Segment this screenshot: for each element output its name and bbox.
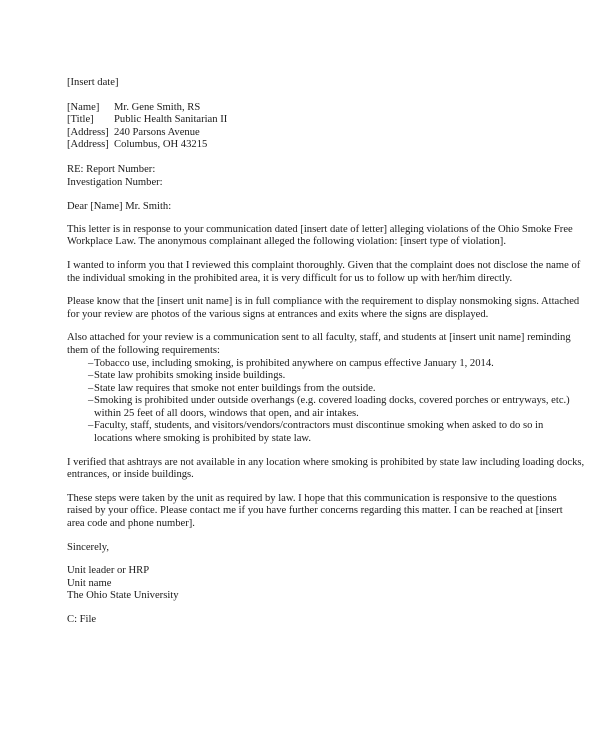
recipient-row-name xyxy=(67,102,560,115)
recipient-value: Mr. Gene Smith, RS xyxy=(114,101,201,113)
recipient-block xyxy=(67,102,560,152)
signature-unit: Unit name xyxy=(67,577,112,589)
report-number-line: RE: Report Number: xyxy=(67,163,156,175)
recipient-value: Columbus, OH 43215 xyxy=(114,139,208,151)
list-item-text: State law prohibits smoking inside buildings. xyxy=(94,370,286,382)
paragraph-line: These steps were taken by the unit as required by law. I hope that this communication is responsive to the questions xyxy=(67,492,557,504)
paragraph-line: for your review are photos of the various signs at entrances and exits where the signs are displayed. xyxy=(67,308,489,320)
signature-organization: The Ohio State University xyxy=(67,590,179,602)
paragraph-line: them of the following requirements: xyxy=(67,344,220,356)
investigation-number-line: Investigation Number: xyxy=(67,176,163,188)
date-placeholder: [Insert date] xyxy=(67,77,119,88)
list-item-text: Tobacco use, including smoking, is prohibited anywhere on campus effective January 1, 2014. xyxy=(94,357,494,369)
reference-block xyxy=(67,164,560,189)
recipient-label: [Address] xyxy=(67,139,109,151)
recipient-value: 240 Parsons Avenue xyxy=(114,126,200,138)
bullet: – xyxy=(88,357,94,369)
list-item-text: Faculty, staff, students, and visitors/vendors/contractors must discontinue smoking when asked to do so in xyxy=(94,420,544,432)
recipient-row-title xyxy=(67,114,560,127)
signature-block xyxy=(67,565,560,603)
list-item-text: State law requires that smoke not enter buildings from the outside. xyxy=(94,382,376,394)
recipient-label: [Name] xyxy=(67,101,100,113)
cc-line: C: File xyxy=(67,614,97,625)
list-item xyxy=(88,420,560,445)
paragraph-response xyxy=(67,223,573,249)
list-item xyxy=(88,370,560,383)
paragraph-contact xyxy=(67,492,563,531)
paragraph-line: I verified that ashtrays are not available in any location where smoking is prohibited by state law including loading docks, xyxy=(67,456,585,468)
list-item xyxy=(88,395,570,420)
recipient-label: [Address] xyxy=(67,126,109,138)
list-item xyxy=(88,383,560,396)
paragraph-line: Also attached for your review is a communication sent to all faculty, staff, and students at [insert unit name] reminding xyxy=(67,332,571,344)
paragraph-line: This letter is in response to your communication dated [insert date of letter] alleging violations of the Ohio Smoke Free xyxy=(67,223,573,235)
requirements-list xyxy=(67,357,570,446)
paragraph-line: raised by your office. Please contact me if you have further concerns regarding this matter. I can be reached at [insert xyxy=(67,505,563,517)
paragraph-ashtrays xyxy=(67,456,585,482)
paragraph-line: I wanted to inform you that I reviewed this complaint thoroughly. Given that the complaint does not disclose the name of xyxy=(67,259,581,271)
recipient-row-address xyxy=(67,127,560,140)
paragraph-line: the individual smoking in the prohibited area, it is very difficult for us to follow up with her/him directly. xyxy=(67,272,513,284)
recipient-label: [Title] xyxy=(67,114,94,126)
paragraph-line: entrances, or inside buildings. xyxy=(67,469,194,481)
list-item-text: locations where smoking is prohibited by state law. xyxy=(94,433,312,445)
paragraph-signs xyxy=(67,296,580,321)
bullet: – xyxy=(88,370,94,382)
closing: Sincerely, xyxy=(67,541,109,553)
paragraph-line: Please know that the [insert unit name] is in full compliance with the requirement to display nonsmoking signs. Attached xyxy=(67,296,580,308)
list-item-text: within 25 feet of all doors, windows that open, and air intakes. xyxy=(94,407,359,419)
salutation: Dear [Name] Mr. Smith: xyxy=(67,201,172,213)
bullet: – xyxy=(88,395,94,407)
paragraph-review xyxy=(67,259,581,285)
recipient-value: Public Health Sanitarian II xyxy=(114,114,228,126)
list-item-text: Smoking is prohibited under outside overhangs (e.g. covered loading docks, covered porches or entryways, etc.) xyxy=(94,395,570,407)
recipient-row-city xyxy=(67,139,560,152)
list-item xyxy=(88,358,560,371)
bullet: – xyxy=(88,420,94,432)
paragraph-line: Workplace Law. The anonymous complainant alleged the following violation: [insert type of violation]. xyxy=(67,236,506,248)
bullet: – xyxy=(88,382,94,394)
paragraph-line: area code and phone number]. xyxy=(67,518,195,530)
paragraph-communication xyxy=(67,332,571,357)
signature-role: Unit leader or HRP xyxy=(67,565,150,577)
